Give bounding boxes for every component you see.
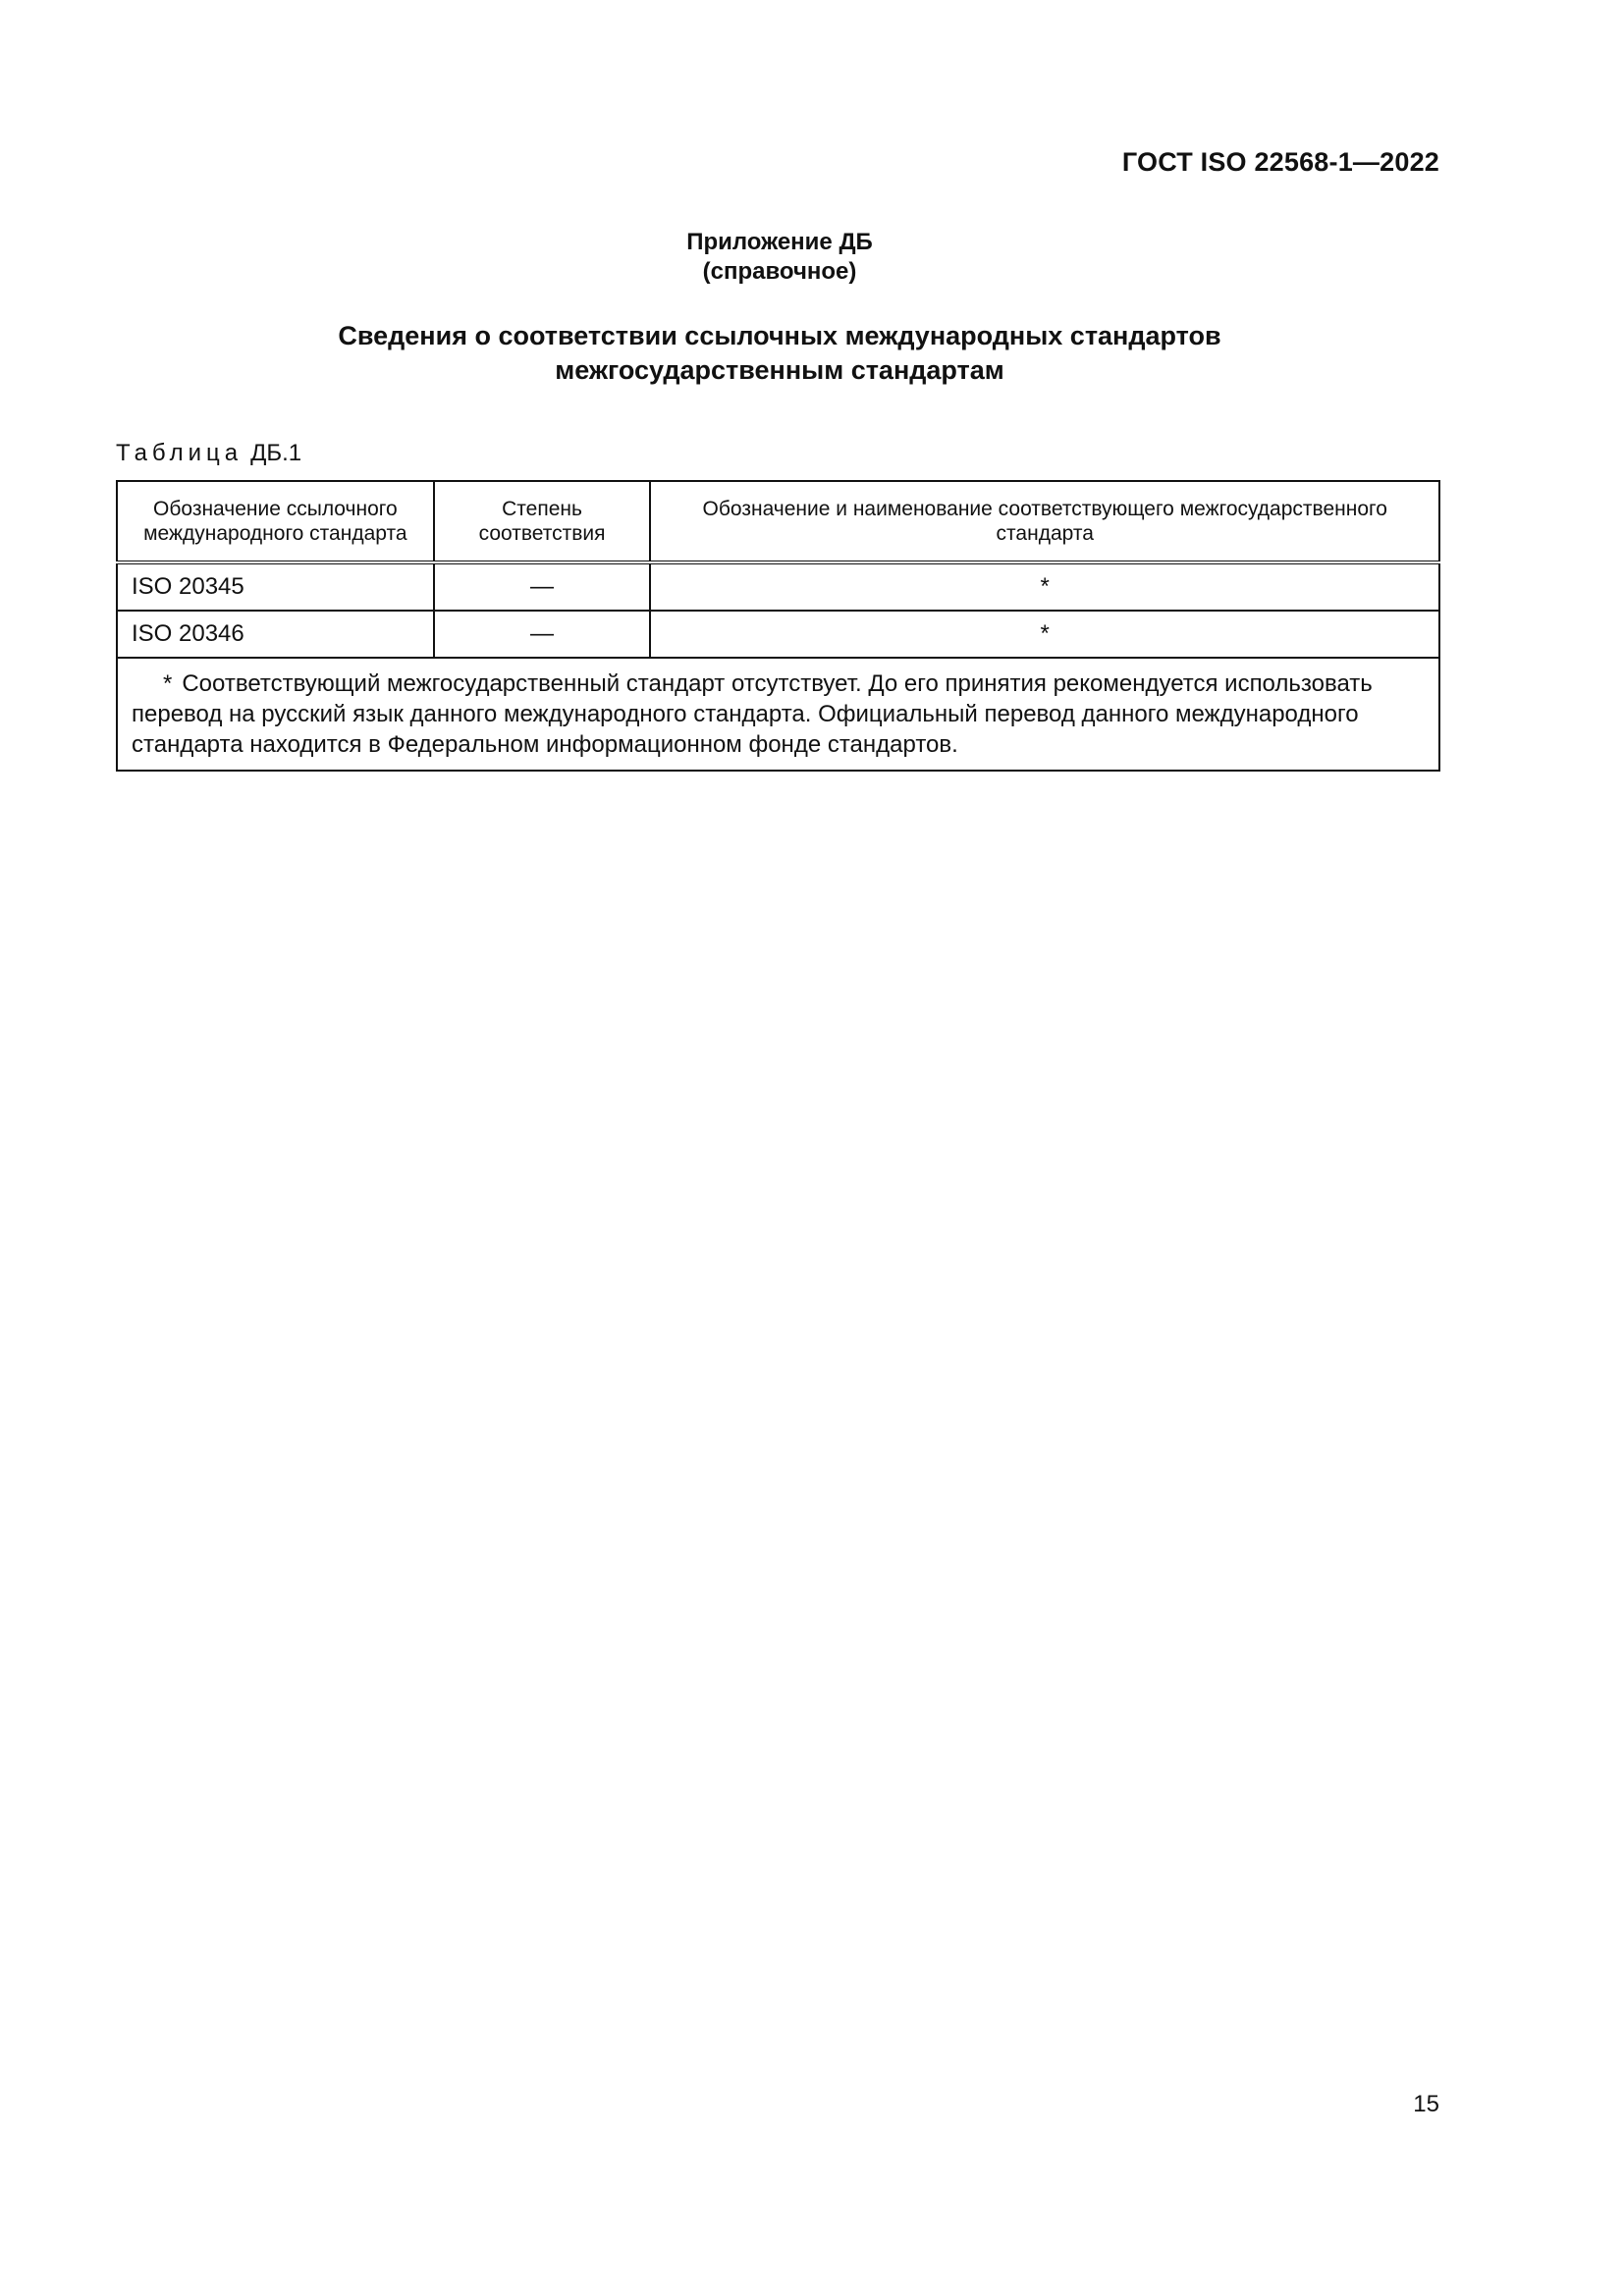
table-footnote xyxy=(117,658,1439,771)
table-caption-number: ДБ.1 xyxy=(250,440,302,466)
section-title xyxy=(0,319,1559,388)
section-title-line-2: межгосударственным стандартам xyxy=(555,355,1004,385)
cell-standard: ISO 20346 xyxy=(117,611,434,658)
header-degree-of-correspondence: Степень соответствия xyxy=(434,481,651,562)
document-code: ГОСТ ISO 22568-1—2022 xyxy=(1121,147,1439,177)
cell-interstate-standard: * xyxy=(650,611,1439,658)
cell-interstate-standard: * xyxy=(650,562,1439,611)
cell-standard: ISO 20345 xyxy=(117,562,434,611)
header-interstate-standard: Обозначение и наименование соответствующего межгосударственного стандарта xyxy=(650,481,1439,562)
reference-standards-table xyxy=(116,480,1440,772)
table-row xyxy=(117,611,1439,658)
appendix-subtitle: (справочное) xyxy=(702,258,857,285)
table-caption-word: Таблица xyxy=(116,440,244,466)
footnote-mark: * xyxy=(163,670,173,697)
table-header-row xyxy=(117,481,1439,562)
cell-degree: — xyxy=(434,562,651,611)
table-footnote-row xyxy=(117,658,1439,771)
header-reference-standard: Обозначение ссылочного международного стандарта xyxy=(117,481,434,562)
appendix-heading xyxy=(0,228,1559,287)
table-caption xyxy=(116,440,301,467)
footnote-text: Соответствующий межгосударственный стандарт отсутствует. До его принятия рекомендуется использовать перевод на русский язык данного международного стандарта. Официальный перевод данного международного стандарта находится в Федеральном информационном фонде стандартов. xyxy=(132,670,1373,758)
page-number: 15 xyxy=(1413,2091,1439,2117)
section-title-line-1: Сведения о соответствии ссылочных международных стандартов xyxy=(338,321,1221,350)
table-row xyxy=(117,562,1439,611)
cell-degree: — xyxy=(434,611,651,658)
appendix-title: Приложение ДБ xyxy=(686,229,873,255)
